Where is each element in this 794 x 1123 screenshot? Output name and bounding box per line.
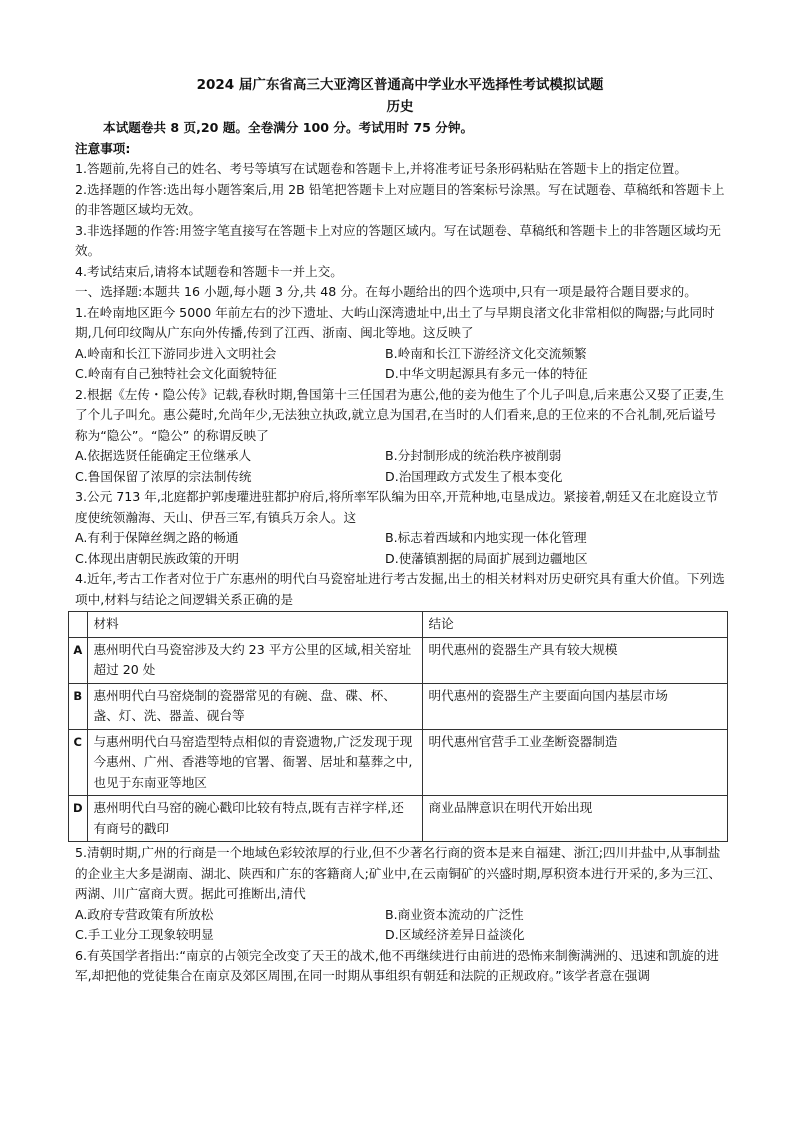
option-c: C.体现出唐朝民族政策的开明 [75, 550, 239, 566]
question-4-table [68, 611, 728, 842]
row-key: A [69, 637, 88, 683]
table-header-row [69, 612, 728, 638]
question-5-options [75, 905, 725, 946]
option-b: B.标志着西域和内地实现一体化管理 [385, 530, 587, 545]
option-c: C.岭南有自己独特社会文化面貌特征 [75, 366, 277, 381]
row-conclusion: 明代惠州官营手工业垄断瓷器制造 [422, 729, 727, 796]
notice-item: 2.选择题的作答:选出每小题答案后,用 2B 铅笔把答题卡上对应题目的答案标号涂黑。写在试题卷、草稿纸和答题卡上的非答题区域均无效。 [75, 181, 725, 217]
notice-heading: 注意事项: [75, 140, 131, 156]
row-key: D [69, 796, 88, 842]
option-a: A.依据选贤任能确定王位继承人 [75, 448, 252, 463]
question-6-stem: 6.有英国学者指出:“南京的占领完全改变了天王的战术,他不再继续进行由前进的恐怖来制衡满洲的、迅速和凯旋的进军,却把他的党徒集合在南京及郊区周围,在同一时期从事组织有朝廷和法院的正规政府。”该学者意在强调 [75, 947, 719, 983]
row-key: B [69, 683, 88, 729]
notice-item: 1.答题前,先将自己的姓名、考号等填写在试题卷和答题卡上,并将准考证号条形码粘贴在答题卡上的指定位置。 [75, 161, 687, 176]
exam-subject: 历史 [386, 99, 414, 115]
option-b: B.岭南和长江下游经济文化交流频繁 [385, 345, 587, 361]
exam-title: 2024 届广东省高三大亚湾区普通高中学业水平选择性考试模拟试题 [196, 77, 604, 93]
exam-info: 本试题卷共 8 页,20 题。全卷满分 100 分。考试用时 75 分钟。 [103, 120, 474, 135]
row-material: 惠州明代白马窑烧制的瓷器常见的有碗、盘、碟、杯、盏、灯、洗、器盖、砚台等 [87, 683, 422, 729]
option-d: D.区域经济差异日益淡化 [385, 927, 525, 942]
table-row [69, 796, 728, 842]
question-1-options [75, 344, 725, 385]
option-c: C.手工业分工现象较明显 [75, 927, 214, 942]
question-2-options [75, 446, 725, 487]
exam-page [75, 74, 725, 987]
row-material: 惠州明代白马窑的碗心戳印比较有特点,既有吉祥字样,还有商号的戳印 [87, 796, 422, 842]
question-2-stem: 2.根据《左传・隐公传》记载,春秋时期,鲁国第十三任国君为惠公,他的妾为他生了个儿子叫息,后来惠公又娶了正妻,生了个儿子叫允。惠公薨时,允尚年少,无法独立执政,就立息为国君,在当时的人们看来,息的王位来的不合礼制,死后谥号称为“隐公”。“隐公” 的称谓反映了 [75, 386, 725, 443]
table-row [69, 729, 728, 796]
table-header-material: 材料 [87, 612, 422, 638]
row-key: C [69, 729, 88, 796]
table-header-key [69, 612, 88, 638]
question-3-options [75, 528, 725, 569]
option-b: B.分封制形成的统治秩序被削弱 [385, 448, 562, 463]
option-a: A.政府专营政策有所放松 [75, 906, 214, 922]
option-c: C.鲁国保留了浓厚的宗法制传统 [75, 468, 252, 484]
row-material: 与惠州明代白马窑造型特点相似的青瓷遗物,广泛发现于现今惠州、广州、香港等地的官署、衙署、居址和墓葬之中,也见于东南亚等地区 [87, 729, 422, 796]
option-a: A.有利于保障丝绸之路的畅通 [75, 530, 239, 545]
section-intro: 一、选择题:本题共 16 小题,每小题 3 分,共 48 分。在每小题给出的四个选项中,只有一项是最符合题目要求的。 [75, 284, 697, 299]
table-row [69, 637, 728, 683]
row-conclusion: 明代惠州的瓷器生产主要面向国内基层市场 [422, 683, 727, 729]
table-row [69, 683, 728, 729]
option-a: A.岭南和长江下游同步进入文明社会 [75, 345, 277, 361]
row-conclusion: 商业品牌意识在明代开始出现 [422, 796, 727, 842]
option-d: D.使藩镇割据的局面扩展到边疆地区 [385, 550, 588, 566]
row-material: 惠州明代白马瓷窑涉及大约 23 平方公里的区域,相关窑址超过 20 处 [87, 637, 422, 683]
question-4-stem: 4.近年,考古工作者对位于广东惠州的明代白马瓷窑址进行考古发掘,出土的相关材料对历史研究具有重大价值。下列选项中,材料与结论之间逻辑关系正确的是 [75, 571, 725, 607]
question-3-stem: 3.公元 713 年,北庭都护郭虔瓘进驻都护府后,将所率军队编为田卒,开荒种地,屯垦成边。紧接着,朝廷又在北庭设立节度使统领瀚海、天山、伊吾三军,有镇兵万余人。这 [75, 489, 719, 525]
question-1-stem: 1.在岭南地区距今 5000 年前左右的沙下遗址、大屿山深湾遗址中,出土了与早期良渚文化非常相似的陶器;与此同时期,几何印纹陶从广东向外传播,传到了江西、浙南、闽北等地。这反映了 [75, 304, 715, 340]
row-conclusion: 明代惠州的瓷器生产具有较大规模 [422, 637, 727, 683]
notice-item: 3.非选择题的作答:用签字笔直接写在答题卡上对应的答题区域内。写在试题卷、草稿纸和答题卡上的非答题区域均无效。 [75, 222, 721, 258]
notice-item: 4.考试结束后,请将本试题卷和答题卡一并上交。 [75, 263, 343, 279]
table-header-conclusion: 结论 [422, 612, 727, 638]
option-d: D.治国理政方式发生了根本变化 [385, 468, 563, 484]
option-d: D.中华文明起源具有多元一体的特征 [385, 366, 588, 381]
question-5-stem: 5.清朝时期,广州的行商是一个地域色彩较浓厚的行业,但不少著名行商的资本是来自福建、浙江;四川井盐中,从事制盐的企业主大多是湖南、湖北、陕西和广东的客籍商人;矿业中,在云南铜矿的兴盛时期,厚积资本进行开采的,多为三江、两湖、川广富商大贾。据此可推断出,清代 [75, 845, 721, 901]
option-b: B.商业资本流动的广泛性 [385, 906, 524, 922]
